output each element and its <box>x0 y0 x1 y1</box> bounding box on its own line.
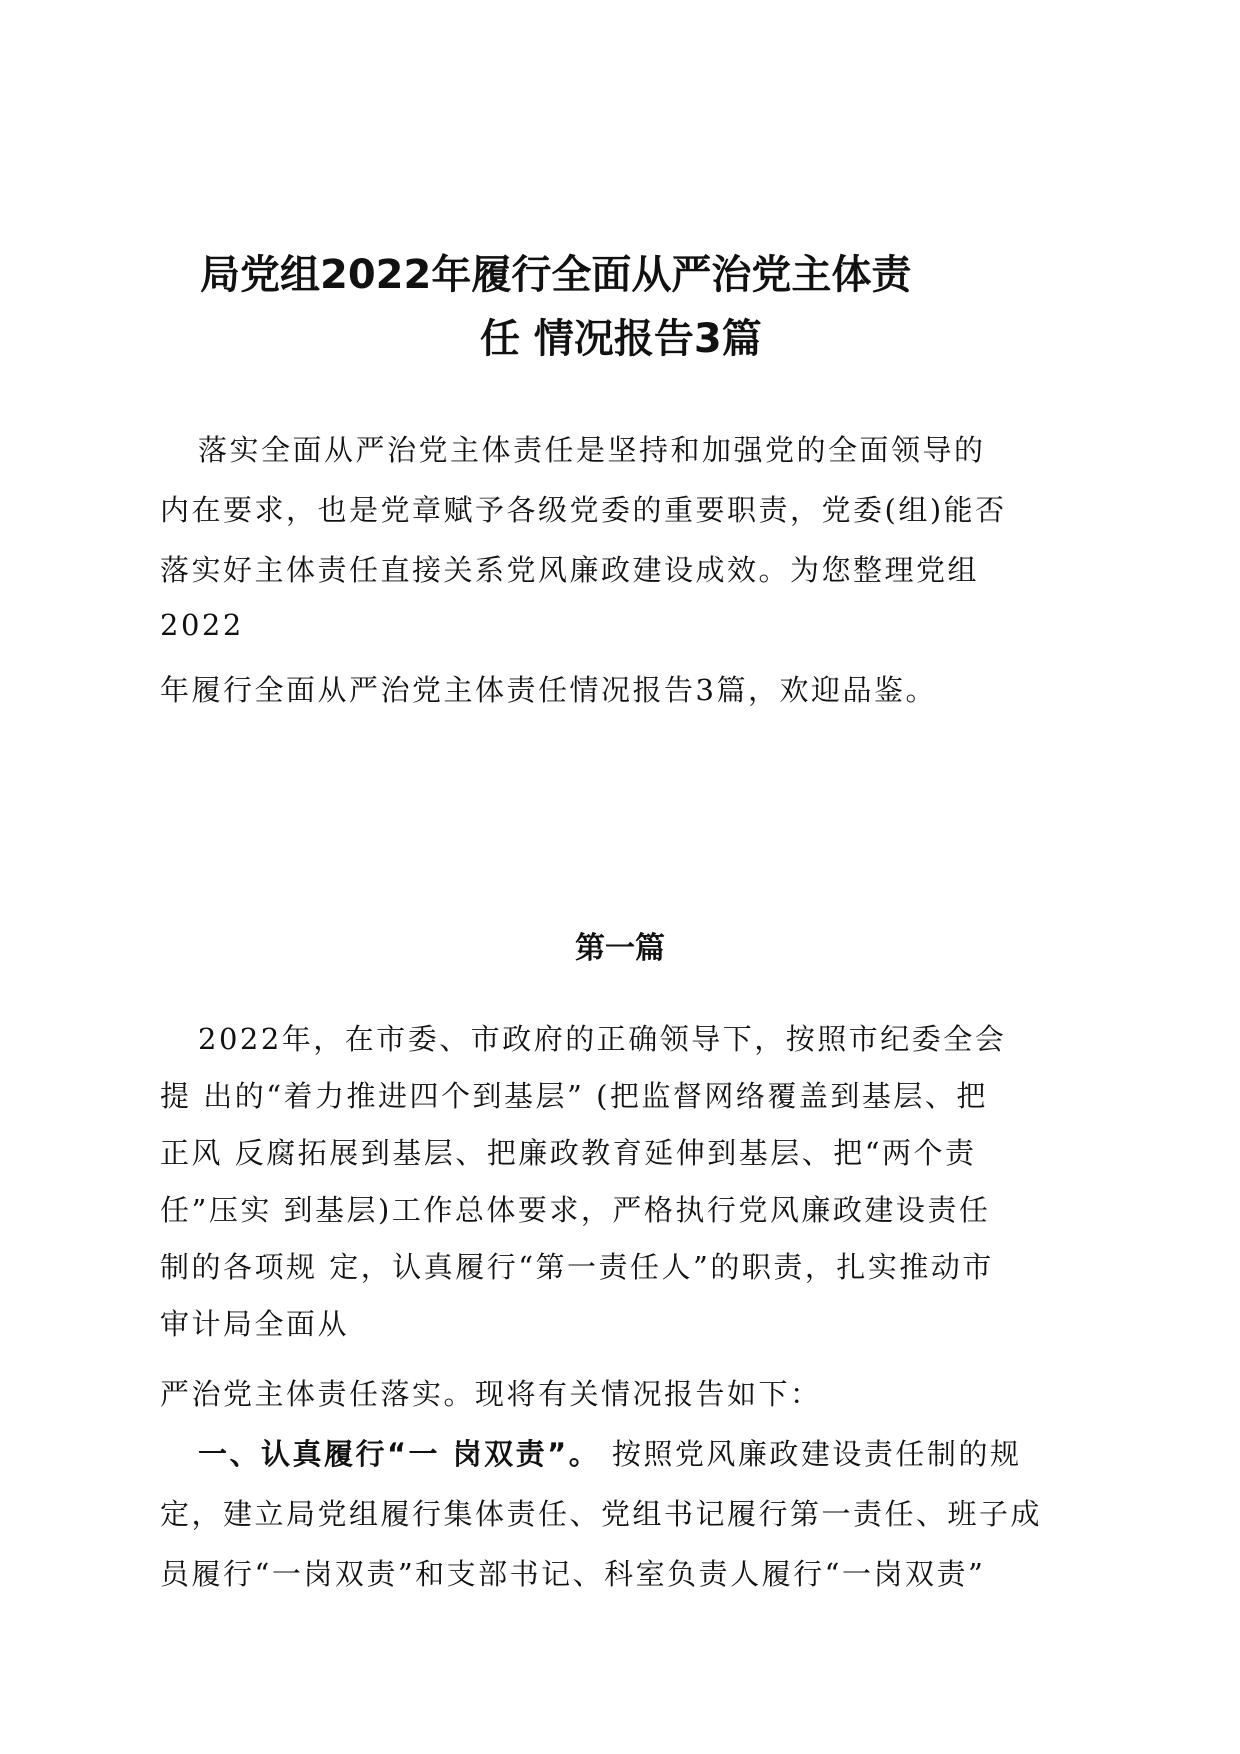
body-line-3: 正风 反腐拓展到基层、把廉政教育延伸到基层、把“两个责 <box>160 1136 977 1170</box>
intro-line-3: 落实好主体责任直接关系党风廉政建设成效。为您整理党组 <box>160 553 980 587</box>
title-line-2: 任 情况报告3篇 <box>480 316 762 362</box>
body-line-4: 任”压实 到基层)工作总体要求，严格执行党风廉政建设责任 <box>160 1193 991 1227</box>
body-line-1: 2022年，在市委、市政府的正确领导下，按照市纪委全会 <box>198 1022 1007 1056</box>
point-1-heading: 一、认真履行“一 岗双责”。 <box>198 1437 601 1471</box>
body-line-2: 提 出的“着力推进四个到基层” (把监督网络覆盖到基层、把 <box>160 1079 988 1113</box>
body-line-6: 审计局全面从 <box>160 1307 350 1341</box>
body-line-9: 定，建立局党组履行集体责任、党组书记履行第一责任、班子成 <box>160 1497 1043 1531</box>
intro-line-4: 2022 <box>160 608 244 642</box>
intro-line-2: 内在要求，也是党章赋予各级党委的重要职责，党委(组)能否 <box>160 493 1007 527</box>
point-1-text: 按照党风廉政建设责任制的规 <box>600 1437 1022 1471</box>
section-heading: 第一篇 <box>575 931 665 966</box>
body-line-7: 严治党主体责任落实。现将有关情况报告如下： <box>160 1377 822 1411</box>
document-title <box>160 243 1080 371</box>
title-line-1: 局党组2022年履行全面从严治党主体责 <box>200 252 912 298</box>
body-line-5: 制的各项规 定，认真履行“第一责任人”的职责，扎实推动市 <box>160 1250 994 1284</box>
body-line-8 <box>198 1432 1021 1473</box>
body-line-10: 员履行“一岗双责”和支部书记、科室负责人履行“一岗双责” <box>160 1557 986 1591</box>
intro-line-1: 落实全面从严治党主体责任是坚持和加强党的全面领导的 <box>198 433 986 467</box>
intro-line-5: 年履行全面从严治党主体责任情况报告3篇，欢迎品鉴。 <box>160 673 937 707</box>
